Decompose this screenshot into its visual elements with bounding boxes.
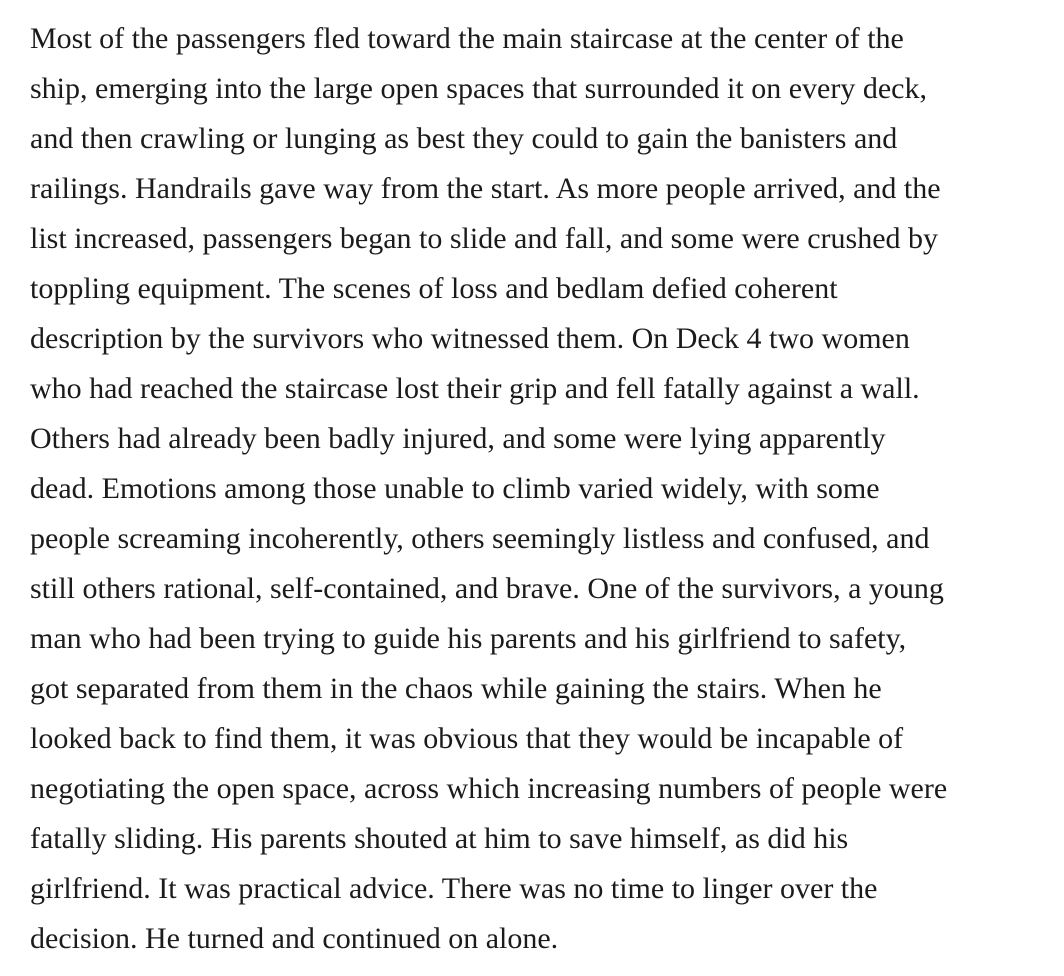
paragraph-line: girlfriend. It was practical advice. There was no time to linger over the bbox=[30, 872, 878, 905]
paragraph-line: who had reached the staircase lost their grip and fell fatally against a wall. bbox=[30, 372, 920, 405]
paragraph-line: dead. Emotions among those unable to climb varied widely, with some bbox=[30, 472, 880, 505]
paragraph-line: railings. Handrails gave way from the start. As more people arrived, and the bbox=[30, 172, 941, 205]
paragraph-line: and then crawling or lunging as best they could to gain the banisters and bbox=[30, 122, 898, 155]
paragraph-line: decision. He turned and continued on alone. bbox=[30, 922, 559, 955]
paragraph-line: looked back to find them, it was obvious that they would be incapable of bbox=[30, 722, 904, 755]
paragraph-line: fatally sliding. His parents shouted at him to save himself, as did his bbox=[30, 822, 849, 855]
paragraph-line: Most of the passengers fled toward the main staircase at the center of the bbox=[30, 22, 904, 55]
paragraph-line: people screaming incoherently, others seemingly listless and confused, and bbox=[30, 522, 930, 555]
text-paragraph bbox=[30, 14, 1050, 964]
paragraph-line: list increased, passengers began to slide and fall, and some were crushed by bbox=[30, 222, 939, 255]
paragraph-line: got separated from them in the chaos while gaining the stairs. When he bbox=[30, 672, 882, 705]
paragraph-line: still others rational, self-contained, and brave. One of the survivors, a young bbox=[30, 572, 944, 605]
paragraph-line: man who had been trying to guide his parents and his girlfriend to safety, bbox=[30, 622, 907, 655]
paragraph-line: ship, emerging into the large open spaces that surrounded it on every deck, bbox=[30, 72, 927, 105]
paragraph-line: Others had already been badly injured, and some were lying apparently bbox=[30, 422, 886, 455]
paragraph-line: negotiating the open space, across which increasing numbers of people were bbox=[30, 772, 948, 805]
paragraph-line: description by the survivors who witnessed them. On Deck 4 two women bbox=[30, 322, 910, 355]
paragraph-line: toppling equipment. The scenes of loss and bedlam defied coherent bbox=[30, 272, 838, 305]
